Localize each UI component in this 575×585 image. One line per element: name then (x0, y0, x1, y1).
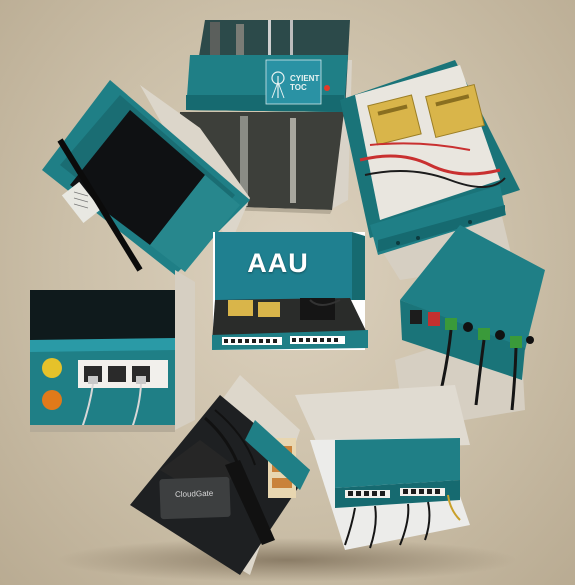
cloudgate-label: CloudGate (174, 488, 214, 500)
center-title: AAU (247, 248, 309, 278)
brand-logo-text: CYIENT TOC (290, 74, 320, 92)
tile-buttons-ports (30, 270, 195, 432)
orange-button (42, 390, 62, 410)
yellow-button (42, 358, 62, 378)
tile-enclosure-cables (295, 385, 470, 550)
floor-shadow (57, 538, 517, 582)
